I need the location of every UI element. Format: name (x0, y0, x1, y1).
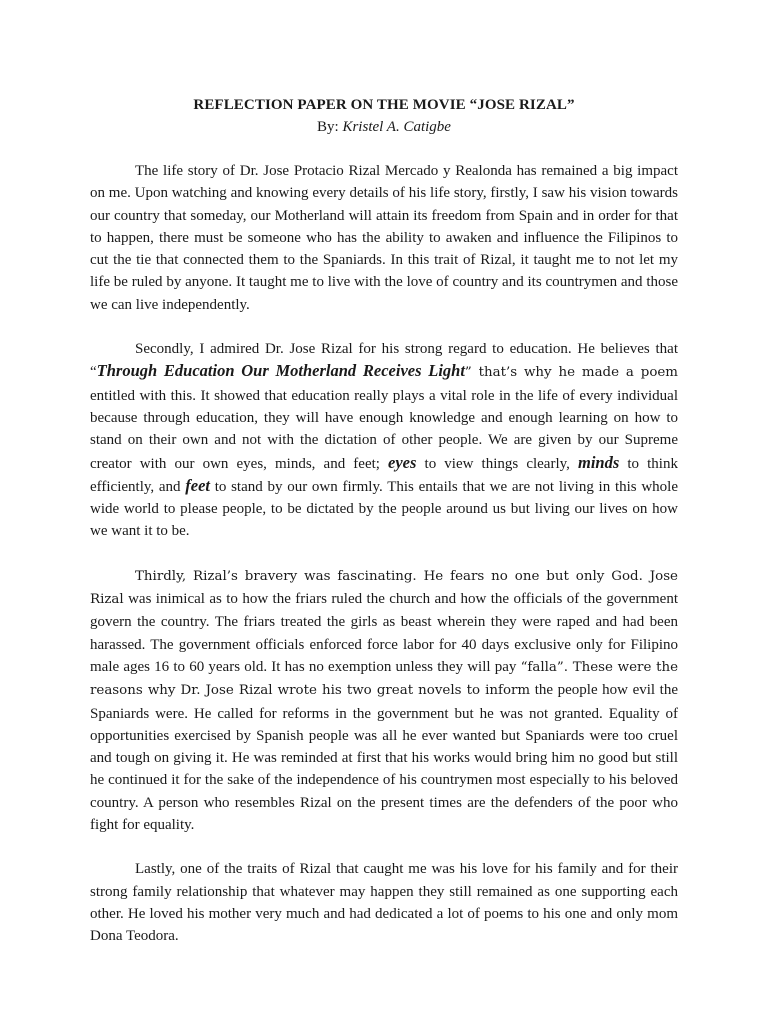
paragraph-3-text-c: “falla”. These were the reasons why Dr. Jose Rizal wrote his two great novels to inform (90, 659, 678, 699)
paragraph-2-text-e: to think efficiently, and (90, 455, 678, 495)
paragraph-2 (90, 338, 678, 543)
paragraph-1: The life story of Dr. Jose Protacio Rizal Mercado y Realonda has remained a big impact on me. Upon watching and knowing every details of his life story, firstly, I saw his vision towards our country that someday, our Motherland will attain its freedom from Spain and in order for that to happen, there must be someone who has the ability to awaken and influence the Filipinos to cut the tie that connected them to the Spaniards. In this trait of Rizal, it taught me to not let my life be ruled by anyone. It taught me to live with the love of country and its countrymen and those we can live independently. (90, 163, 678, 313)
paragraph-2-text-d: to view things clearly, (416, 455, 578, 472)
paragraph-2-text-b: ” that’s why he made a poem (464, 365, 679, 381)
byline (90, 116, 678, 138)
paragraph-3 (90, 565, 678, 837)
quote-through-education: Through Education Our Motherland Receives Light (96, 361, 465, 381)
paragraph-4: Lastly, one of the traits of Rizal that caught me was his love for his family and for their strong family relationship that whatever may happen they still remained as one supporting each other. He loved his mother very much and had dedicated a lot of poems to his one and only mom Dona Teodora. (90, 861, 678, 945)
byline-prefix: By: (317, 119, 343, 135)
document-title: REFLECTION PAPER ON THE MOVIE “JOSE RIZAL” (193, 97, 575, 113)
paragraph-2-text-c: entitled with this. It showed that education really plays a vital role in the life of every individual because through education, they will have enough knowledge and enough learning on how to stand on their own and not with the dictation of other people. We are given by our Supreme creator with our own eyes, minds, and feet; (90, 387, 678, 472)
paragraph-3-text-b: was inimical as to how the friars ruled the church and how the officials of the government govern the country. The friars treated the girls as beast wherein they were raped and had been harassed. The government officials enforced force labor for 40 days exclusive only for Filipino male ages 16 to 60 years old. It has no exemption unless they will pay (90, 591, 678, 675)
paragraph-3-text-a: Thirdly, Rizal’s bravery was fascinating. He fears no one but only God. Jose Rizal (90, 568, 678, 608)
paragraph-3-text-d: the people how evil the Spaniards were. He called for reforms in the government but he was not granted. Equality of opportunities exercised by Spanish people was all he ever wanted but Spaniards were too cruel and tough on giving it. He was reminded at first that his works would bring him no good but still he continued it for the sake of the independence of his countrymen most especially to his beloved country. A person who resembles Rizal on the present times are the defenders of the poor who fight for equality. (90, 682, 678, 834)
paragraph-2-text-a: Secondly, I admired Dr. Jose Rizal for his strong regard to education. He believes that “ (90, 341, 678, 381)
emphasis-feet: feet (185, 475, 210, 495)
paragraph-2-text-f: to stand by our own firmly. This entails that we are not living in this whole wide world to please people, to be dictated by the people around us but living our lives on how we want it to be. (90, 478, 678, 540)
author-name: Kristel A. Catigbe (342, 119, 451, 135)
emphasis-eyes: eyes (388, 452, 417, 472)
emphasis-minds: minds (578, 452, 620, 472)
